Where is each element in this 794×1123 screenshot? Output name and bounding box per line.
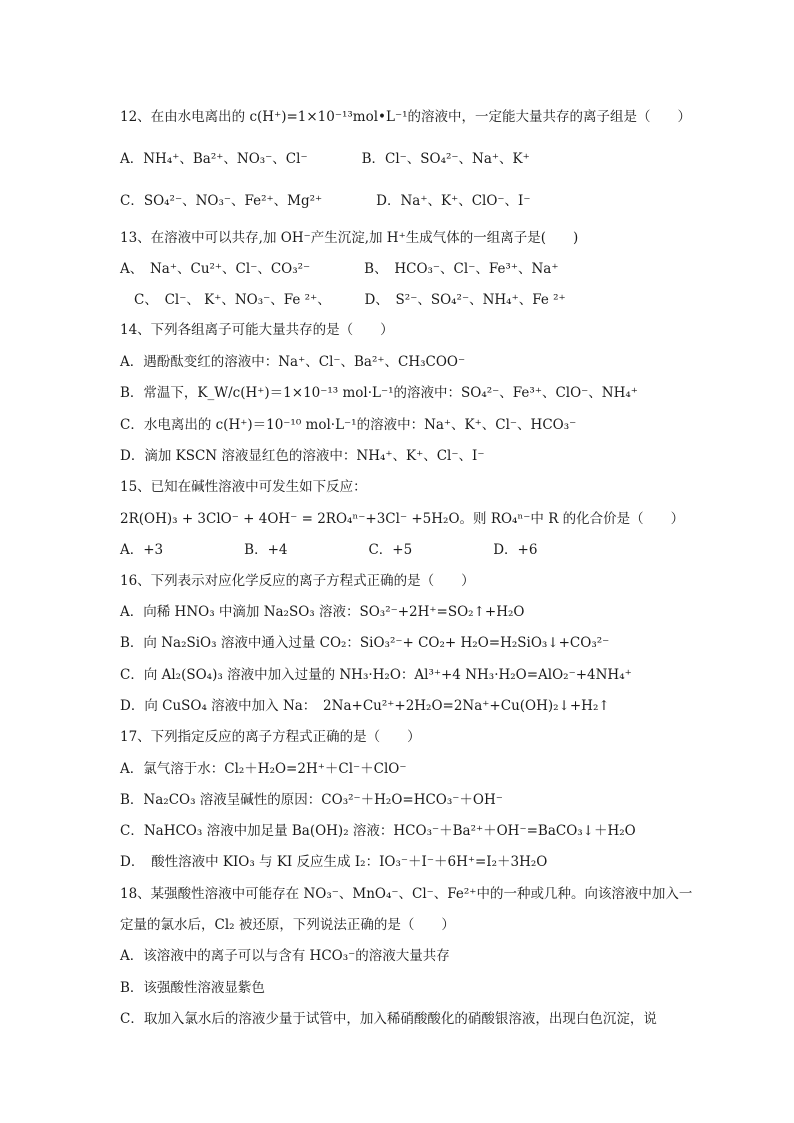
q16-option-d: D．向 CuSO₄ 溶液中加入 Na： 2Na+Cu²⁺+2H₂O=2Na⁺+Cu(OH)₂↓+H₂↑	[120, 698, 610, 714]
q18-stem-line1: 18、某强酸性溶液中可能存在 NO₃⁻、MnO₄⁻、Cl⁻、Fe²⁺中的一种或几种。向该溶液中加入一	[120, 886, 693, 902]
q15-options: A．+3 B．+4 C．+5 D．+6	[120, 542, 538, 558]
q18-option-a: A．该溶液中的离子可以与含有 HCO₃⁻的溶液大量共存	[120, 948, 450, 964]
q17-stem: 17、下列指定反应的离子方程式正确的是（ ）	[120, 729, 421, 745]
q14-stem: 14、下列各组离子可能大量共存的是（ ）	[120, 322, 394, 338]
q18-option-c: C．取加入氯水后的溶液少量于试管中，加入稀硝酸酸化的硝酸银溶液，出现白色沉淀，说	[120, 1011, 657, 1027]
q12-options-ab: A．NH₄⁺、Ba²⁺、NO₃⁻、Cl⁻ B．Cl⁻、SO₄²⁻、Na⁺、K⁺	[120, 151, 530, 167]
q12-stem: 12、在由水电离出的 c(H⁺)=1×10⁻¹³mol•L⁻¹的溶液中，一定能大量共存的离子组是（ ）	[120, 109, 692, 125]
q17-option-a: A．氯气溶于水：Cl₂＋H₂O=2H⁺＋Cl⁻＋ClO⁻	[120, 761, 407, 777]
q14-option-c: C．水电离出的 c(H⁺)＝10⁻¹⁰ mol·L⁻¹的溶液中：Na⁺、K⁺、Cl⁻、HCO₃⁻	[120, 417, 577, 433]
q14-option-a: A．遇酚酞变红的溶液中：Na⁺、Cl⁻、Ba²⁺、CH₃COO⁻	[120, 354, 466, 370]
q13-stem: 13、在溶液中可以共存,加 OH⁻产生沉淀,加 H⁺生成气体的一组离子是( )	[120, 230, 579, 246]
q12-options-cd: C．SO₄²⁻、NO₃⁻、Fe²⁺、Mg²⁺ D．Na⁺、K⁺、ClO⁻、I⁻	[120, 193, 531, 209]
q15-equation: 2R(OH)₃ + 3ClO⁻ + 4OH⁻ = 2RO₄ⁿ⁻+3Cl⁻ +5H₂O。则 RO₄ⁿ⁻中 R 的化合价是（ ）	[120, 511, 685, 527]
q17-option-c: C．NaHCO₃ 溶液中加足量 Ba(OH)₂ 溶液：HCO₃⁻＋Ba²⁺＋OH⁻=BaCO₃↓＋H₂O	[120, 823, 636, 839]
q16-option-a: A．向稀 HNO₃ 中滴加 Na₂SO₃ 溶液：SO₃²⁻+2H⁺=SO₂↑+H₂O	[120, 604, 525, 620]
q14-option-b: B．常温下，K_W/c(H⁺)＝1×10⁻¹³ mol·L⁻¹的溶液中：SO₄²⁻、Fe³⁺、ClO⁻、NH₄⁺	[120, 385, 638, 401]
q13-options-ab: A、 Na⁺、Cu²⁺、Cl⁻、CO₃²⁻ B、 HCO₃⁻、Cl⁻、Fe³⁺、Na⁺	[120, 261, 559, 277]
q16-option-b: B．向 Na₂SiO₃ 溶液中通入过量 CO₂：SiO₃²⁻+ CO₂+ H₂O=H₂SiO₃↓+CO₃²⁻	[120, 635, 610, 651]
q16-option-c: C．向 Al₂(SO₄)₃ 溶液中加入过量的 NH₃·H₂O：Al³⁺+4 NH₃·H₂O=AlO₂⁻+4NH₄⁺	[120, 667, 632, 683]
q15-stem: 15、已知在碱性溶液中可发生如下反应：	[120, 479, 367, 495]
q13-options-cd: C、 Cl⁻、 K⁺、NO₃⁻、Fe ²⁺、 D、 S²⁻、SO₄²⁻、NH₄⁺、Fe ²⁺	[134, 292, 566, 308]
q18-option-b: B．该强酸性溶液显紫色	[120, 980, 265, 996]
q17-option-d: D． 酸性溶液中 KIO₃ 与 KI 反应生成 I₂：IO₃⁻＋I⁻＋6H⁺=I₂＋3H₂O	[120, 854, 548, 870]
q16-stem: 16、下列表示对应化学反应的离子方程式正确的是（ ）	[120, 573, 475, 589]
q18-stem-line2: 定量的氯水后，Cl₂ 被还原，下列说法正确的是（ ）	[120, 917, 455, 933]
q17-option-b: B．Na₂CO₃ 溶液呈碱性的原因：CO₃²⁻＋H₂O=HCO₃⁻＋OH⁻	[120, 792, 503, 808]
q14-option-d: D．滴加 KSCN 溶液显红色的溶液中：NH₄⁺、K⁺、Cl⁻、I⁻	[120, 448, 485, 464]
